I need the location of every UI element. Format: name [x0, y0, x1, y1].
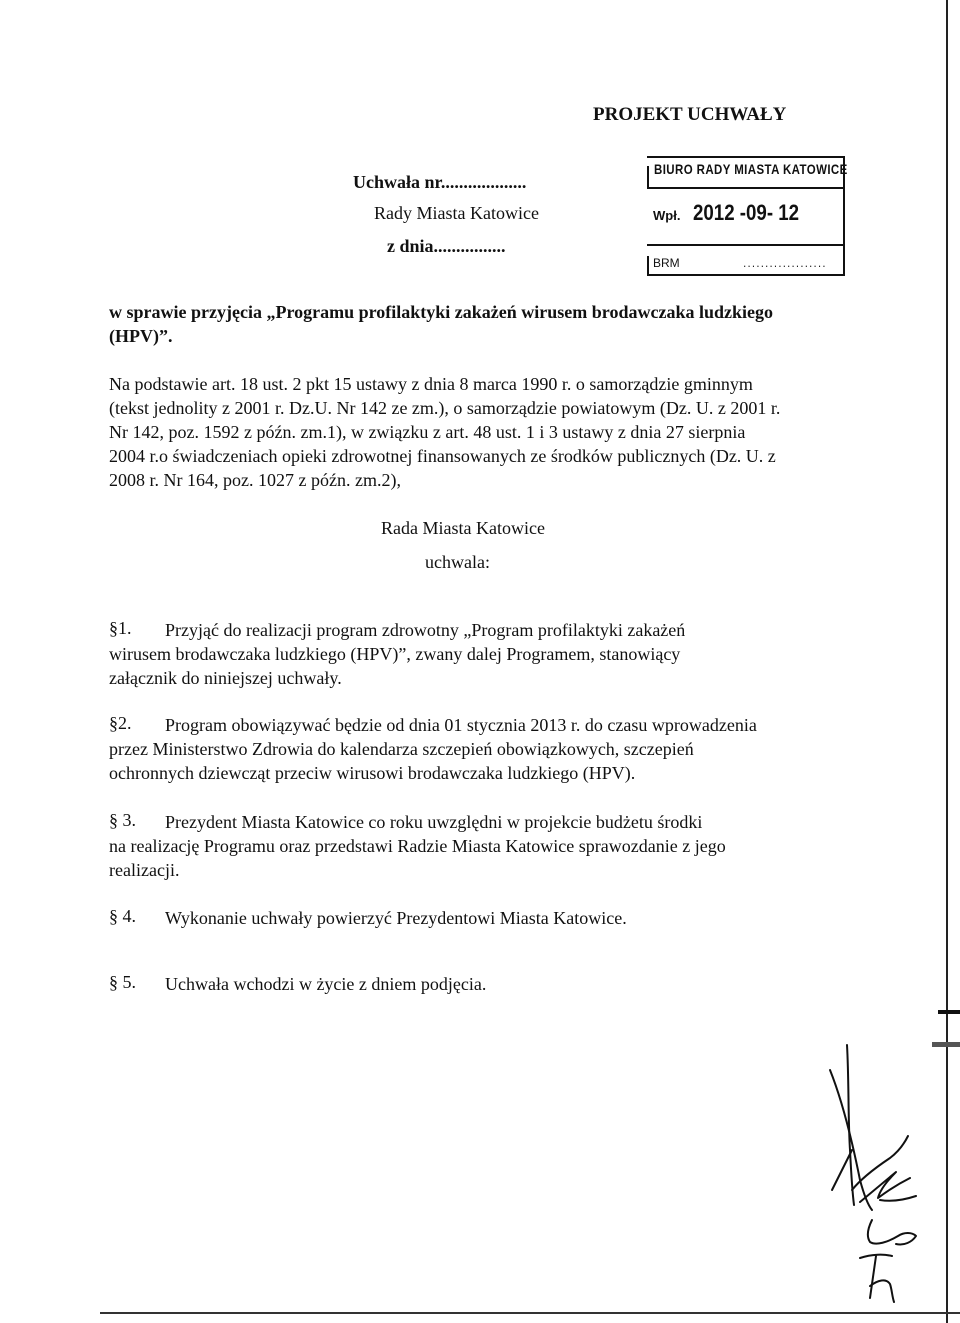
section-line: Program obowiązywać będzie od dnia 01 stycznia 2013 r. do czasu wprowadzenia: [165, 715, 757, 735]
scan-bottom-rule: [100, 1312, 960, 1314]
subject-line: w sprawie przyjęcia „Programu profilaktyki zakażeń wirusem brodawczaka ludzkiego: [109, 302, 773, 322]
scan-edge: [946, 0, 948, 1323]
section-number: §2.: [109, 713, 132, 733]
preamble-line: Na podstawie art. 18 ust. 2 pkt 15 ustawy z dnia 8 marca 1990 r. o samorządzie gminnym: [109, 374, 753, 394]
subject-line: (HPV)”.: [109, 326, 173, 346]
preamble: [109, 372, 809, 492]
stamp-office: BIURO RADY MIASTA KATOWICE: [654, 161, 848, 177]
section-number: §1.: [109, 618, 132, 638]
stamp-dots: ...................: [742, 260, 826, 270]
scan-mark: [932, 1042, 960, 1047]
project-title: PROJEKT UCHWAŁY: [593, 104, 787, 125]
section-3: [109, 810, 809, 882]
section-2: [109, 713, 809, 785]
subject: [109, 300, 809, 348]
section-number: § 3.: [109, 810, 136, 830]
section-line: przez Ministerstwo Zdrowia do kalendarza szczepień obowiązkowych, szczepień: [109, 739, 694, 759]
enacting-verb: uchwala:: [425, 552, 490, 572]
council-name: Rady Miasta Katowice: [374, 203, 539, 223]
section-line: realizacji.: [109, 860, 180, 880]
section-line: na realizację Programu oraz przedstawi Radzie Miasta Katowice sprawozdanie z jego: [109, 836, 726, 856]
preamble-line: 2008 r. Nr 164, poz. 1027 z późn. zm.2),: [109, 470, 401, 490]
section-5: [109, 972, 809, 996]
section-number: § 4.: [109, 906, 136, 926]
section-line: wirusem brodawczaka ludzkiego (HPV)”, zwany dalej Programem, stanowiący: [109, 644, 681, 664]
preamble-line: (tekst jednolity z 2001 r. Dz.U. Nr 142 ze zm.), o samorządzie powiatowym (Dz. U. z 2001 r.: [109, 398, 781, 418]
stamp-reference: BRM: [653, 256, 680, 270]
section-line: Prezydent Miasta Katowice co roku uwzględni w projekcie budżetu środki: [165, 812, 703, 832]
stamp-received-date: 2012 -09- 12: [693, 200, 800, 225]
resolution-number: Uchwała nr...................: [353, 172, 527, 192]
section-line: Wykonanie uchwały powierzyć Prezydentowi Miasta Katowice.: [165, 908, 627, 928]
stamp-received-label: Wpł.: [653, 208, 681, 223]
section-line: załącznik do niniejszej uchwały.: [109, 668, 342, 688]
section-line: ochronnych dziewcząt przeciw wirusowi brodawczaka ludzkiego (HPV).: [109, 763, 636, 783]
enacting-body: Rada Miasta Katowice: [381, 518, 545, 538]
section-number: § 5.: [109, 972, 136, 992]
preamble-line: 2004 r.o świadczeniach opieki zdrowotnej finansowanych ze środków publicznych (Dz. U. z: [109, 446, 776, 466]
preamble-line: Nr 142, poz. 1592 z późn. zm.1), w związku z art. 48 ust. 1 i 3 ustawy z dnia 27 sierpnia: [109, 422, 746, 442]
receipt-stamp: [647, 156, 848, 276]
section-1: [109, 618, 809, 690]
resolution-date: z dnia................: [387, 236, 506, 256]
section-line: Uchwała wchodzi w życie z dniem podjęcia.: [165, 974, 487, 994]
section-line: Przyjąć do realizacji program zdrowotny „Program profilaktyki zakażeń: [165, 620, 686, 640]
handwritten-initials: [820, 1040, 930, 1310]
scan-mark: [938, 1010, 960, 1014]
section-4: [109, 906, 809, 930]
